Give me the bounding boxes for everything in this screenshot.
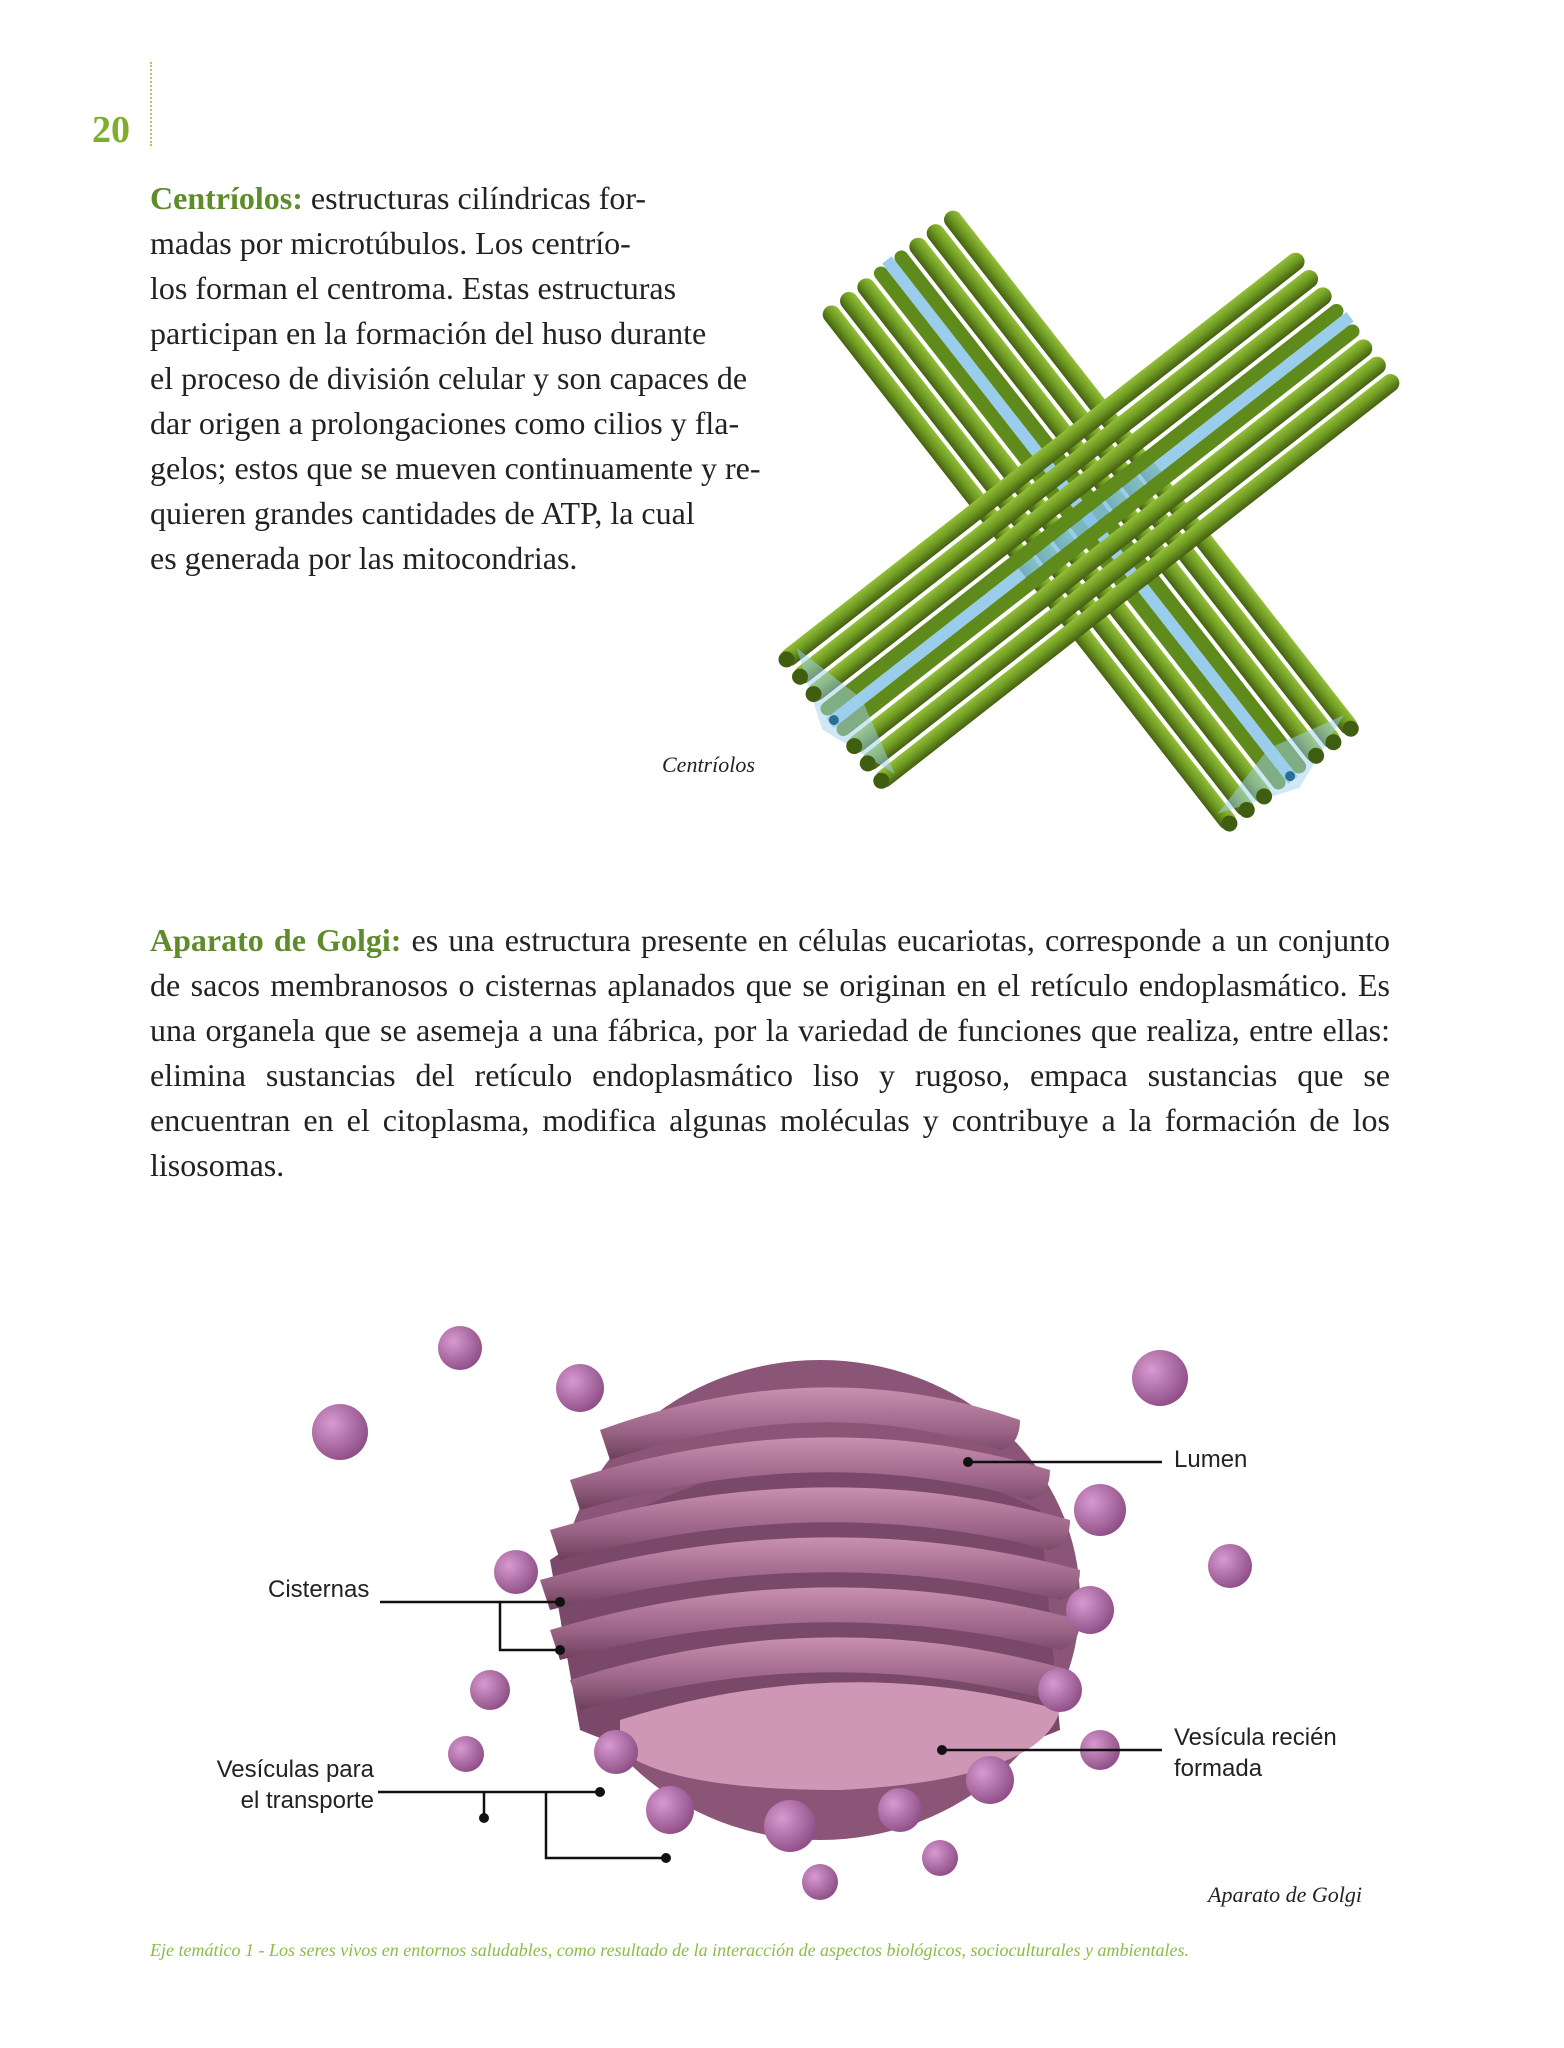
vesicle	[1074, 1484, 1126, 1536]
centrioles-line-5: el proceso de división celular y son capaces de	[150, 360, 748, 396]
vesicle	[594, 1730, 638, 1774]
centrioles-illustration	[740, 180, 1440, 860]
vesicle	[556, 1364, 604, 1412]
centrioles-line-9: es generada por las mitocondrias.	[150, 540, 578, 576]
vesicle	[646, 1786, 694, 1834]
page-number: 20	[92, 109, 130, 151]
golgi-body: es una estructura presente en células eucariotas, corresponde a un conjunto de sacos membranosos o cisternas aplanados que se originan en el retículo endoplasmático. Es una organela que se asemeja a una fábrica, por la variedad de funciones que realiza, entre ellas: elimina sustancias del retículo endoplasmático liso y rugoso, empaca sustancias que se encuentran en el citoplasma, modifica algunas moléculas y contribuye a la formación de los lisosomas.	[150, 922, 1391, 1183]
vesicle	[764, 1800, 816, 1852]
vesicle	[802, 1864, 838, 1900]
centrioles-line-8: quieren grandes cantidades de ATP, la cual	[150, 495, 695, 531]
vesicle	[966, 1756, 1014, 1804]
golgi-illustration	[200, 1310, 1380, 1910]
centrioles-line-4: participan en la formación del huso durante	[150, 315, 707, 351]
vesicle	[1066, 1586, 1114, 1634]
label-vesicula-recien-formada: Vesícula recién formada	[1174, 1724, 1337, 1782]
centrioles-term: Centríolos:	[150, 180, 303, 216]
vesicle	[1132, 1350, 1188, 1406]
golgi-paragraph	[150, 918, 1390, 1188]
label-cisternas: Cisternas	[268, 1576, 370, 1603]
vesicle	[878, 1788, 922, 1832]
golgi-caption: Aparato de Golgi	[1208, 1882, 1362, 1907]
vesicle	[494, 1550, 538, 1594]
centrioles-paragraph	[150, 176, 830, 581]
centrioles-line-2: madas por microtúbulos. Los centrío-	[150, 225, 631, 261]
page-number-rule	[150, 62, 152, 146]
golgi-term: Aparato de Golgi:	[150, 922, 402, 958]
vesicle	[1208, 1544, 1252, 1588]
label-vesiculas-transporte: Vesículas para el transporte	[216, 1756, 374, 1814]
vesicle	[922, 1840, 958, 1876]
centrioles-line-3: los forman el centroma. Estas estructuras	[150, 270, 677, 306]
vesicle	[448, 1736, 484, 1772]
vesicle	[438, 1326, 482, 1370]
vesicle	[312, 1404, 368, 1460]
label-lumen: Lumen	[1174, 1446, 1248, 1473]
centrioles-caption: Centríolos	[662, 752, 755, 777]
vesicle	[1038, 1668, 1082, 1712]
footer-text: Eje temático 1 - Los seres vivos en entornos saludables, como resultado de la interacción de aspectos biológicos, socioculturales y ambientales.	[150, 1940, 1189, 1960]
vesicle	[470, 1670, 510, 1710]
centrioles-line-1: Centríolos: estructuras cilíndricas for-	[150, 180, 647, 216]
centrioles-line-6: dar origen a prolongaciones como cilios y fla-	[150, 405, 740, 441]
centrioles-line-7: gelos; estos que se mueven continuamente y re-	[150, 450, 761, 486]
